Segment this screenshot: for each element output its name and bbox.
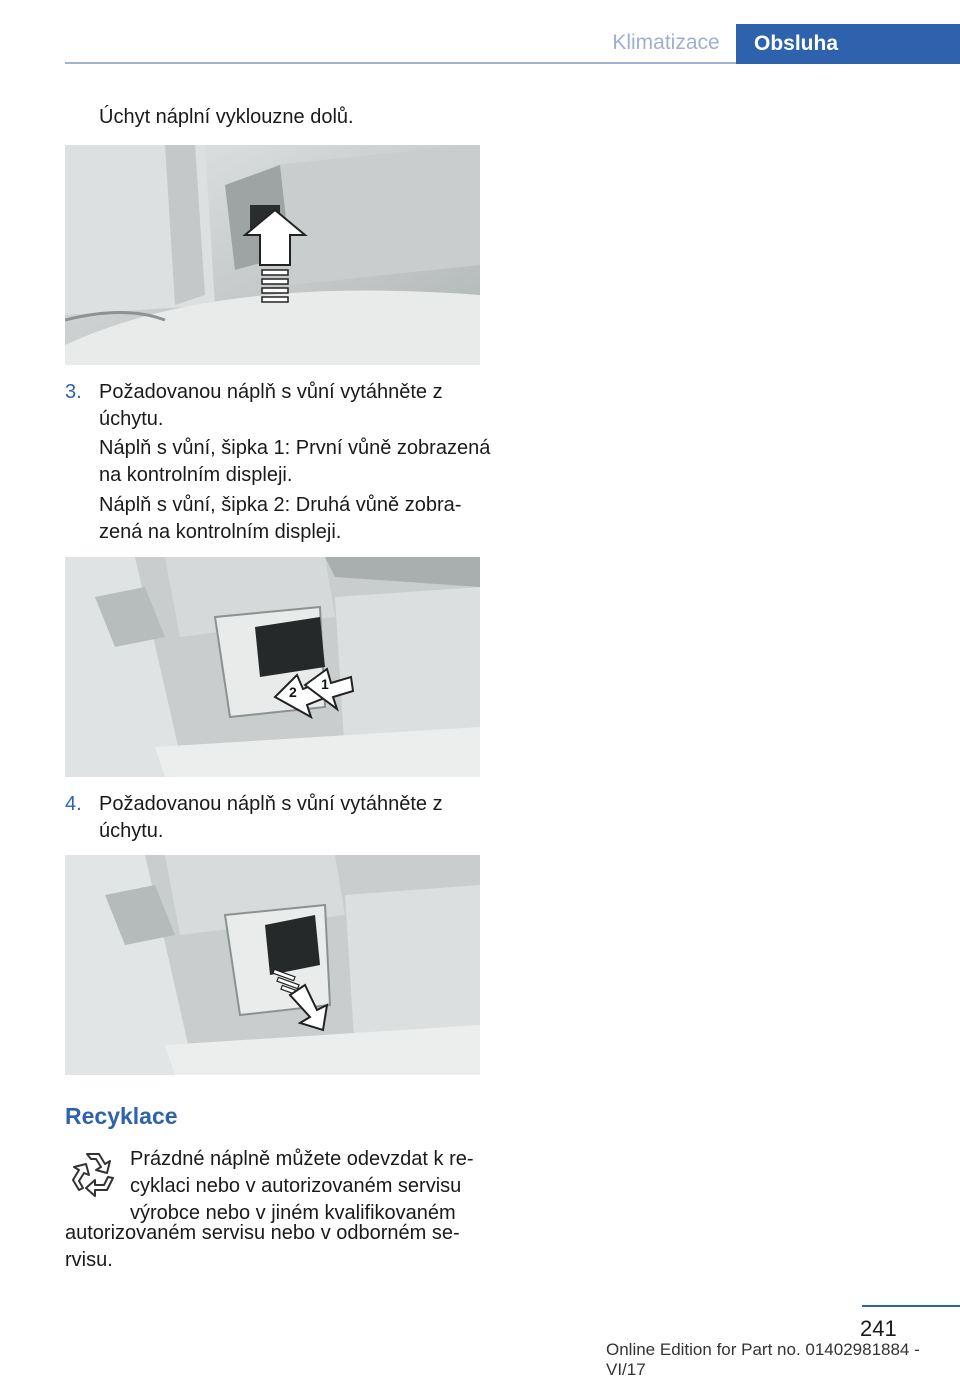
arrow-2-label: 2 bbox=[289, 684, 297, 700]
photo-fragrance-arrows bbox=[65, 557, 480, 777]
footer-rule bbox=[862, 1305, 960, 1307]
step-3-note-arrow-2: Náplň s vůní, šipka 2: Druhá vůně zobra‐ zená na kontrolním displeji. bbox=[99, 494, 462, 543]
step-3-note-arrow-1: Náplň s vůní, šipka 1: První vůně zobrazená na kontrolním displeji. bbox=[99, 437, 491, 486]
recycling-heading: Recyklace bbox=[65, 1103, 178, 1129]
recycling-text-indented: Prázdné náplně můžete odevzdat k re‐ cyklaci nebo v autorizovaném servisu výrobce nebo v jiném kvalifikovaném bbox=[130, 1148, 474, 1224]
photo-pull-out-fragrance bbox=[65, 855, 480, 1075]
intro-text: Úchyt náplní vyklouzne dolů. bbox=[99, 106, 354, 128]
edition-text: Online Edition for Part no. 01402981884 - VI/17 bbox=[606, 1340, 920, 1379]
page-number: 241 bbox=[860, 1316, 897, 1341]
recycle-icon bbox=[65, 1148, 121, 1202]
step-3-text: Požadovanou náplň s vůní vytáhněte z úchytu. bbox=[99, 381, 443, 430]
section-tab[interactable]: Klimatizace bbox=[612, 31, 720, 54]
recycling-text: autorizovaném servisu nebo v odborném se‐ rvisu. bbox=[65, 1222, 460, 1271]
step-4-number: 4. bbox=[65, 793, 82, 815]
step-3-number: 3. bbox=[65, 381, 82, 403]
step-4-text: Požadovanou náplň s vůní vytáhněte z úchytu. bbox=[99, 793, 443, 842]
arrow-1-label: 1 bbox=[321, 676, 329, 692]
photo-holder-slides-down bbox=[65, 145, 480, 365]
chapter-tab[interactable]: Obsluha bbox=[736, 24, 960, 64]
